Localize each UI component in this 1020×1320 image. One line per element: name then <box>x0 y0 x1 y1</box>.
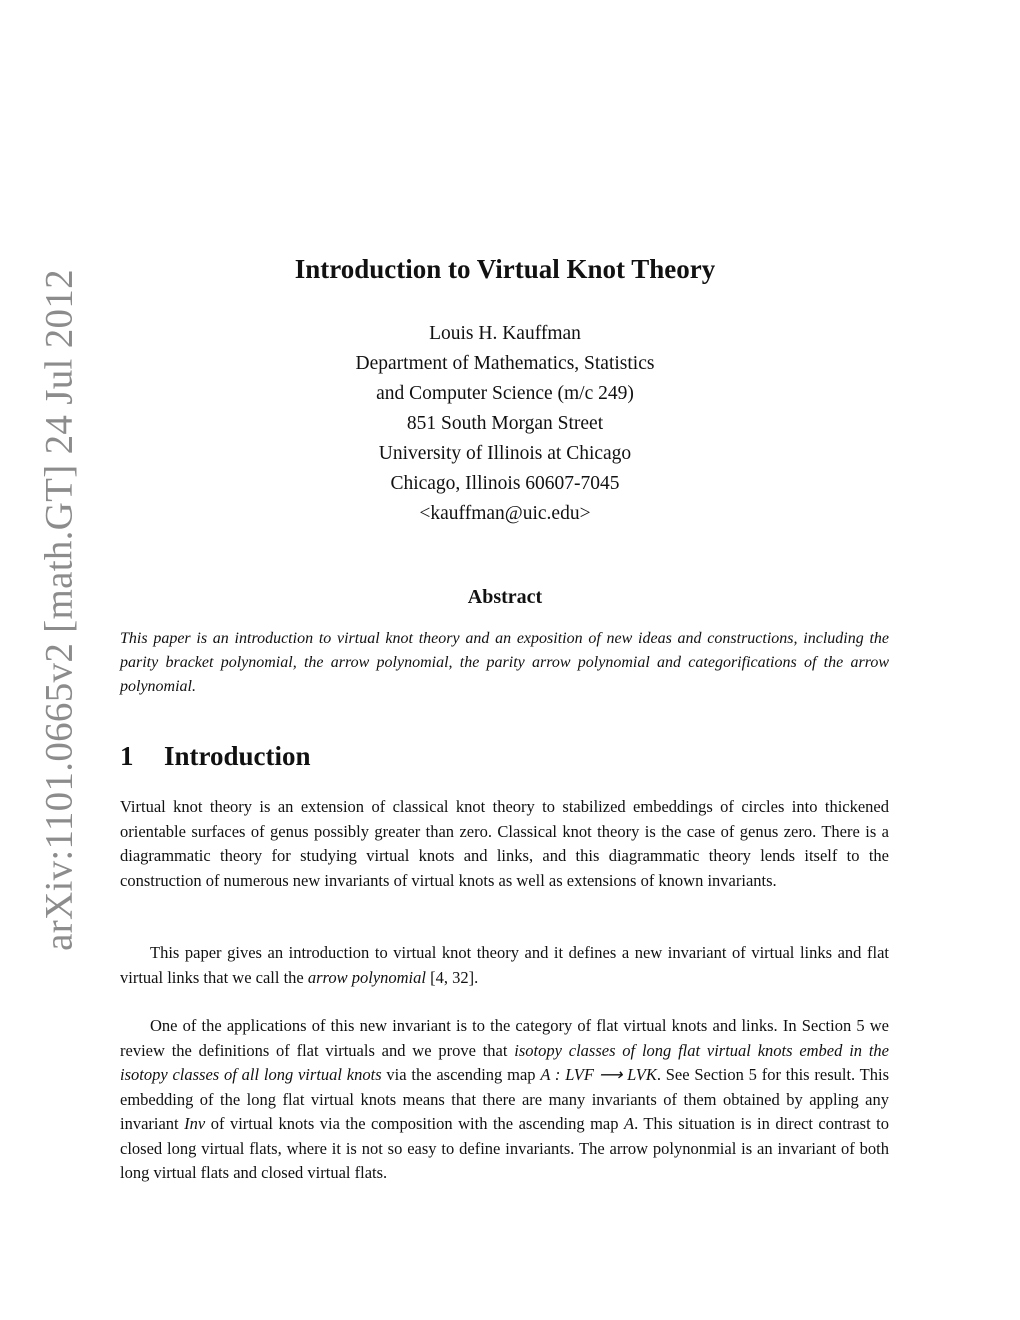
math-invariant: Inv <box>184 1114 206 1133</box>
paragraph-1: Virtual knot theory is an extension of classical knot theory to stabilized embeddings of circles into thickened orientable surfaces of genus possibly greater than zero. Classical knot theory is the case of genus zero. There is a diagrammatic theory for studying virtual knots and links, and this diagrammatic theory lends itself to the construction of numerous new invariants of virtual knots as well as extensions of known invariants. <box>120 797 889 890</box>
paragraph-text: One of the applications of this new invariant is to the category of flat virtual knots and links. In Section 5 we review the definitions of flat virtuals and we prove that <box>120 1016 889 1060</box>
section-heading <box>120 741 311 772</box>
affiliation-line: and Computer Science (m/c 249) <box>376 383 634 404</box>
emphasis-text: arrow polynomial <box>307 967 426 987</box>
section-title: Introduction <box>164 741 311 771</box>
paragraph-3 <box>120 1014 889 1186</box>
arxiv-identifier: arXiv:1101.0665v2 [math.GT] 24 Jul 2012 <box>37 269 81 951</box>
author-email: <kauffman@uic.edu> <box>419 503 591 524</box>
paragraph-text: . This situation is in direct contrast to closed long virtual flats, where it is not so easy to define invariants. The arrow polynonmial is an invariant of both long virtual flats and closed virtual flats. <box>120 1114 889 1182</box>
paragraph-text: This paper gives an introduction to virtual knot theory and it defines a new invariant of virtual links and flat virtual links that we call the <box>120 943 889 987</box>
paragraph-text: . See Section 5 for this result. This embedding of the long flat virtual knots means that there are many invariants of them obtained by appling any invariant <box>120 1065 890 1133</box>
math-map-a: A <box>623 1114 635 1133</box>
paragraph-text: of virtual knots via the composition with the ascending map <box>205 1114 624 1133</box>
section-number: 1 <box>120 741 134 771</box>
author-name: Louis H. Kauffman <box>429 323 581 344</box>
math-ascending-map: A : LVF ⟶ LVK <box>540 1065 657 1084</box>
affiliation-line: Chicago, Illinois 60607-7045 <box>390 473 620 494</box>
affiliation-line: 851 South Morgan Street <box>406 413 604 434</box>
paragraph-text: [4, 32]. <box>425 967 479 987</box>
paragraph-text: via the ascending map <box>381 1065 541 1084</box>
affiliation-line: Department of Mathematics, Statistics <box>355 353 655 374</box>
paragraph-2 <box>120 941 889 990</box>
abstract-text: This paper is an introduction to virtual knot theory and an exposition of new ideas and constructions, including the parity bracket polynomial, the arrow polynomial, the parity arrow polynomial and categorifications of the arrow polynomial. <box>120 630 889 695</box>
author-block <box>0 319 1010 529</box>
emphasis-text: isotopy classes of long flat virtual knots embed in the isotopy classes of all long virtual knots <box>120 1040 889 1084</box>
paper-title: Introduction to Virtual Knot Theory <box>294 254 716 284</box>
affiliation-line: University of Illinois at Chicago <box>378 443 632 464</box>
abstract-heading: Abstract <box>467 586 543 608</box>
